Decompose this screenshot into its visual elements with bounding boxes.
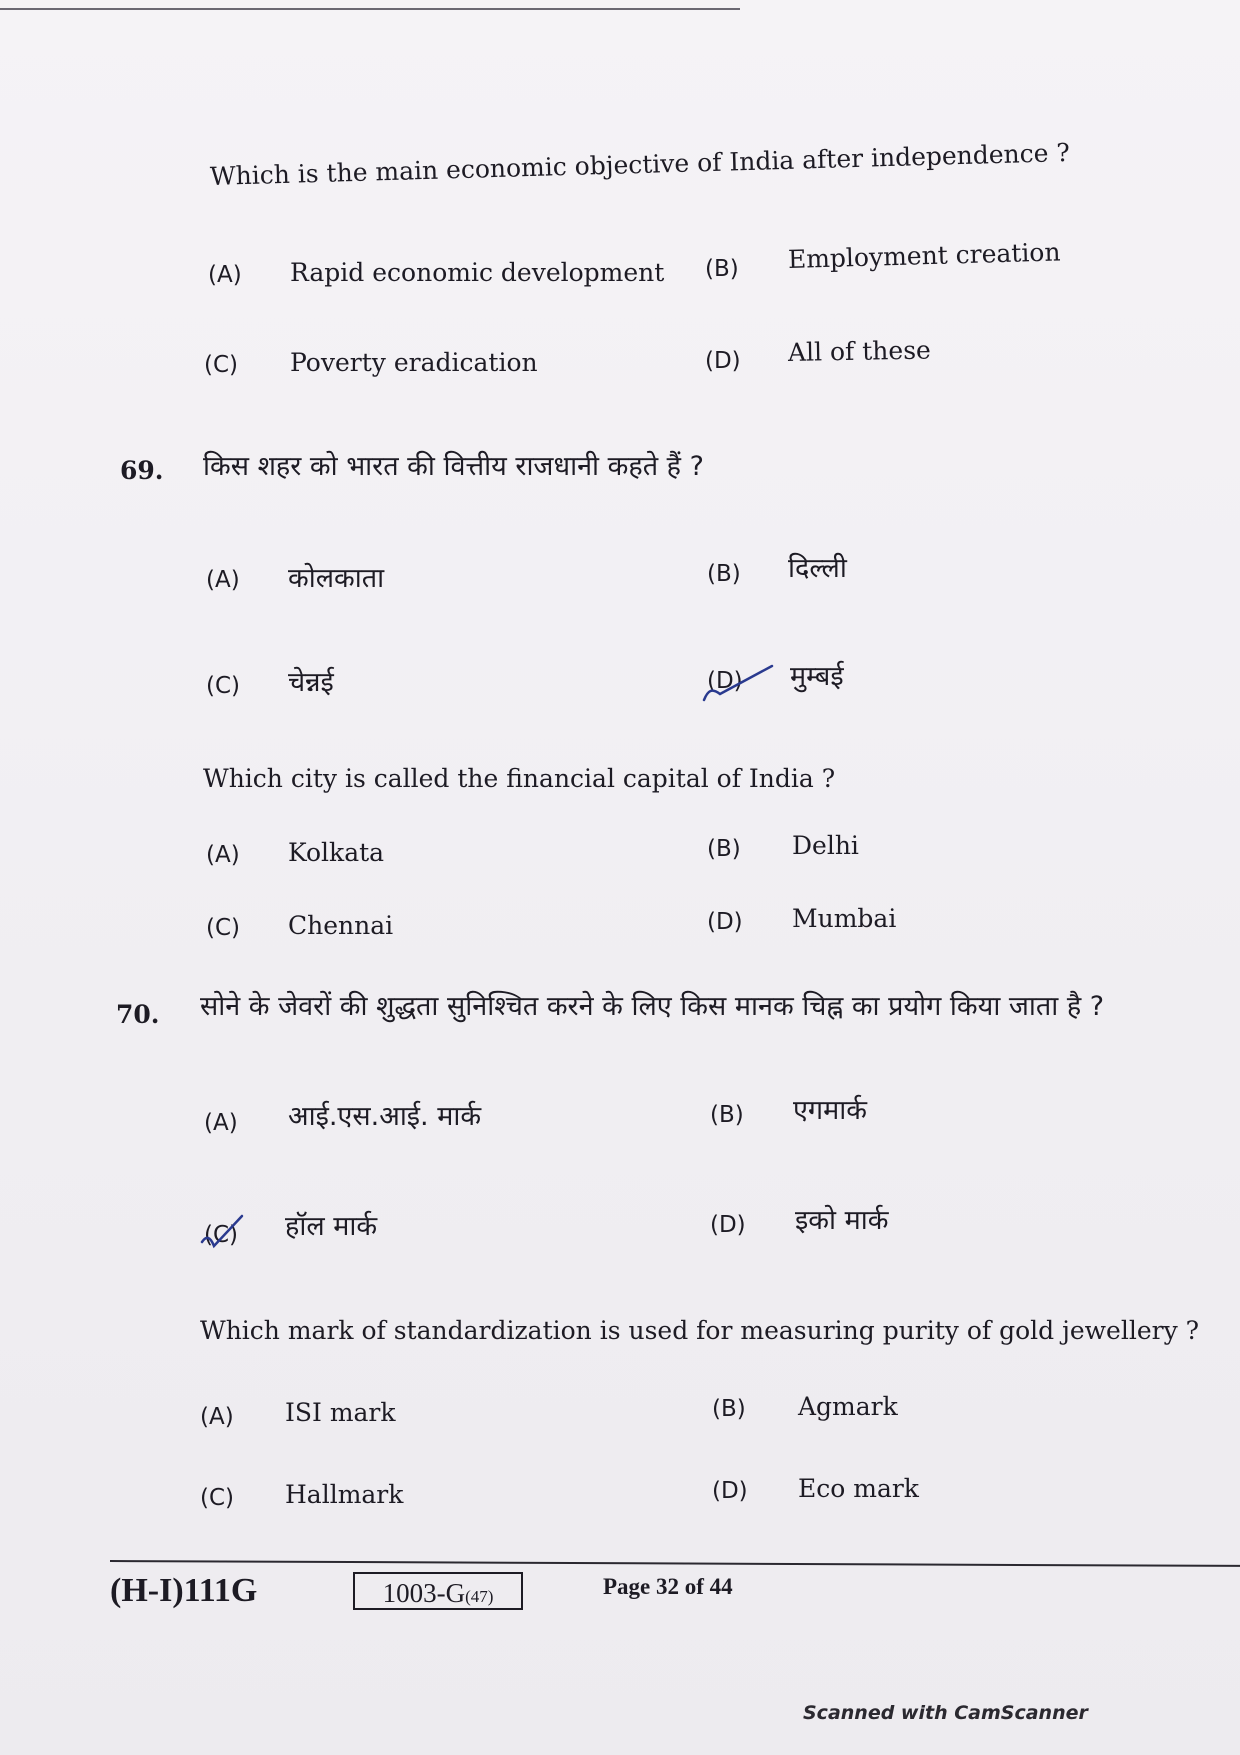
option-text-b: दिल्ली — [788, 553, 847, 584]
option-text-b: Agmark — [798, 1392, 898, 1421]
question-number: 69. — [120, 456, 164, 485]
option-text-a: Kolkata — [288, 838, 385, 867]
option-letter-a: (A) — [208, 262, 242, 288]
footer-rule — [110, 1560, 1240, 1567]
option-text-c: Poverty eradication — [290, 348, 538, 377]
option-letter-a: (A) — [204, 1110, 238, 1136]
option-letter-a: (A) — [206, 567, 240, 593]
option-text-c: चेन्नई — [288, 667, 334, 698]
option-text-a: Rapid economic development — [290, 258, 665, 287]
option-text-a: ISI mark — [285, 1398, 396, 1427]
option-letter-c: (C) — [204, 1222, 239, 1248]
option-letter-a: (A) — [206, 842, 240, 868]
option-text-c: हॉल मार्क — [285, 1211, 378, 1242]
option-text-a: आई.एस.आई. मार्क — [288, 1101, 482, 1132]
question-text: Which is the main economic objective of India after independence ? — [209, 137, 1071, 191]
option-letter-d: (D) — [705, 348, 741, 374]
top-rule — [0, 8, 740, 10]
question-text: Which city is called the financial capital of India ? — [203, 764, 836, 793]
question-text: सोने के जेवरों की शुद्धता सुनिश्चित करने के लिए किस मानक चिह्न का प्रयोग किया जाता है ? — [200, 991, 1105, 1022]
option-letter-c: (C) — [200, 1485, 235, 1511]
option-text-d: मुम्बई — [790, 661, 844, 692]
option-letter-b: (B) — [705, 256, 739, 282]
question-text: Which mark of standardization is used for measuring purity of gold jewellery ? — [200, 1316, 1200, 1345]
option-text-b: Delhi — [792, 831, 859, 860]
page-number: Page 32 of 44 — [603, 1574, 733, 1599]
option-letter-d: (D) — [707, 668, 743, 694]
question-text: किस शहर को भारत की वित्तीय राजधानी कहते हैं ? — [203, 451, 704, 482]
option-letter-b: (B) — [707, 561, 741, 587]
option-text-d: इको मार्क — [795, 1205, 889, 1236]
booklet-code: 1003-G — [382, 1578, 466, 1608]
option-text-d: All of these — [787, 335, 932, 367]
option-text-c: Hallmark — [285, 1480, 404, 1509]
option-text-c: Chennai — [288, 911, 394, 940]
option-text-b: एगमार्क — [793, 1095, 868, 1126]
option-letter-a: (A) — [200, 1404, 234, 1430]
option-letter-b: (B) — [710, 1102, 744, 1128]
option-text-d: Eco mark — [798, 1474, 919, 1503]
option-letter-c: (C) — [206, 673, 241, 699]
option-letter-d: (D) — [712, 1478, 748, 1504]
booklet-code-sub: (47) — [465, 1587, 494, 1606]
option-text-a: कोलकाता — [288, 563, 385, 594]
option-letter-d: (D) — [707, 909, 743, 935]
scanner-watermark: Scanned with CamScanner — [803, 1702, 1088, 1724]
option-letter-c: (C) — [204, 352, 239, 378]
paper-code: (H-I)111G — [110, 1572, 258, 1609]
option-letter-c: (C) — [206, 915, 241, 941]
option-text-b: Employment creation — [787, 237, 1061, 274]
question-number: 70. — [116, 1000, 160, 1029]
option-letter-b: (B) — [712, 1396, 746, 1422]
option-letter-b: (B) — [707, 836, 741, 862]
booklet-code-box — [353, 1572, 523, 1610]
option-text-d: Mumbai — [792, 904, 897, 933]
option-letter-d: (D) — [710, 1212, 746, 1238]
